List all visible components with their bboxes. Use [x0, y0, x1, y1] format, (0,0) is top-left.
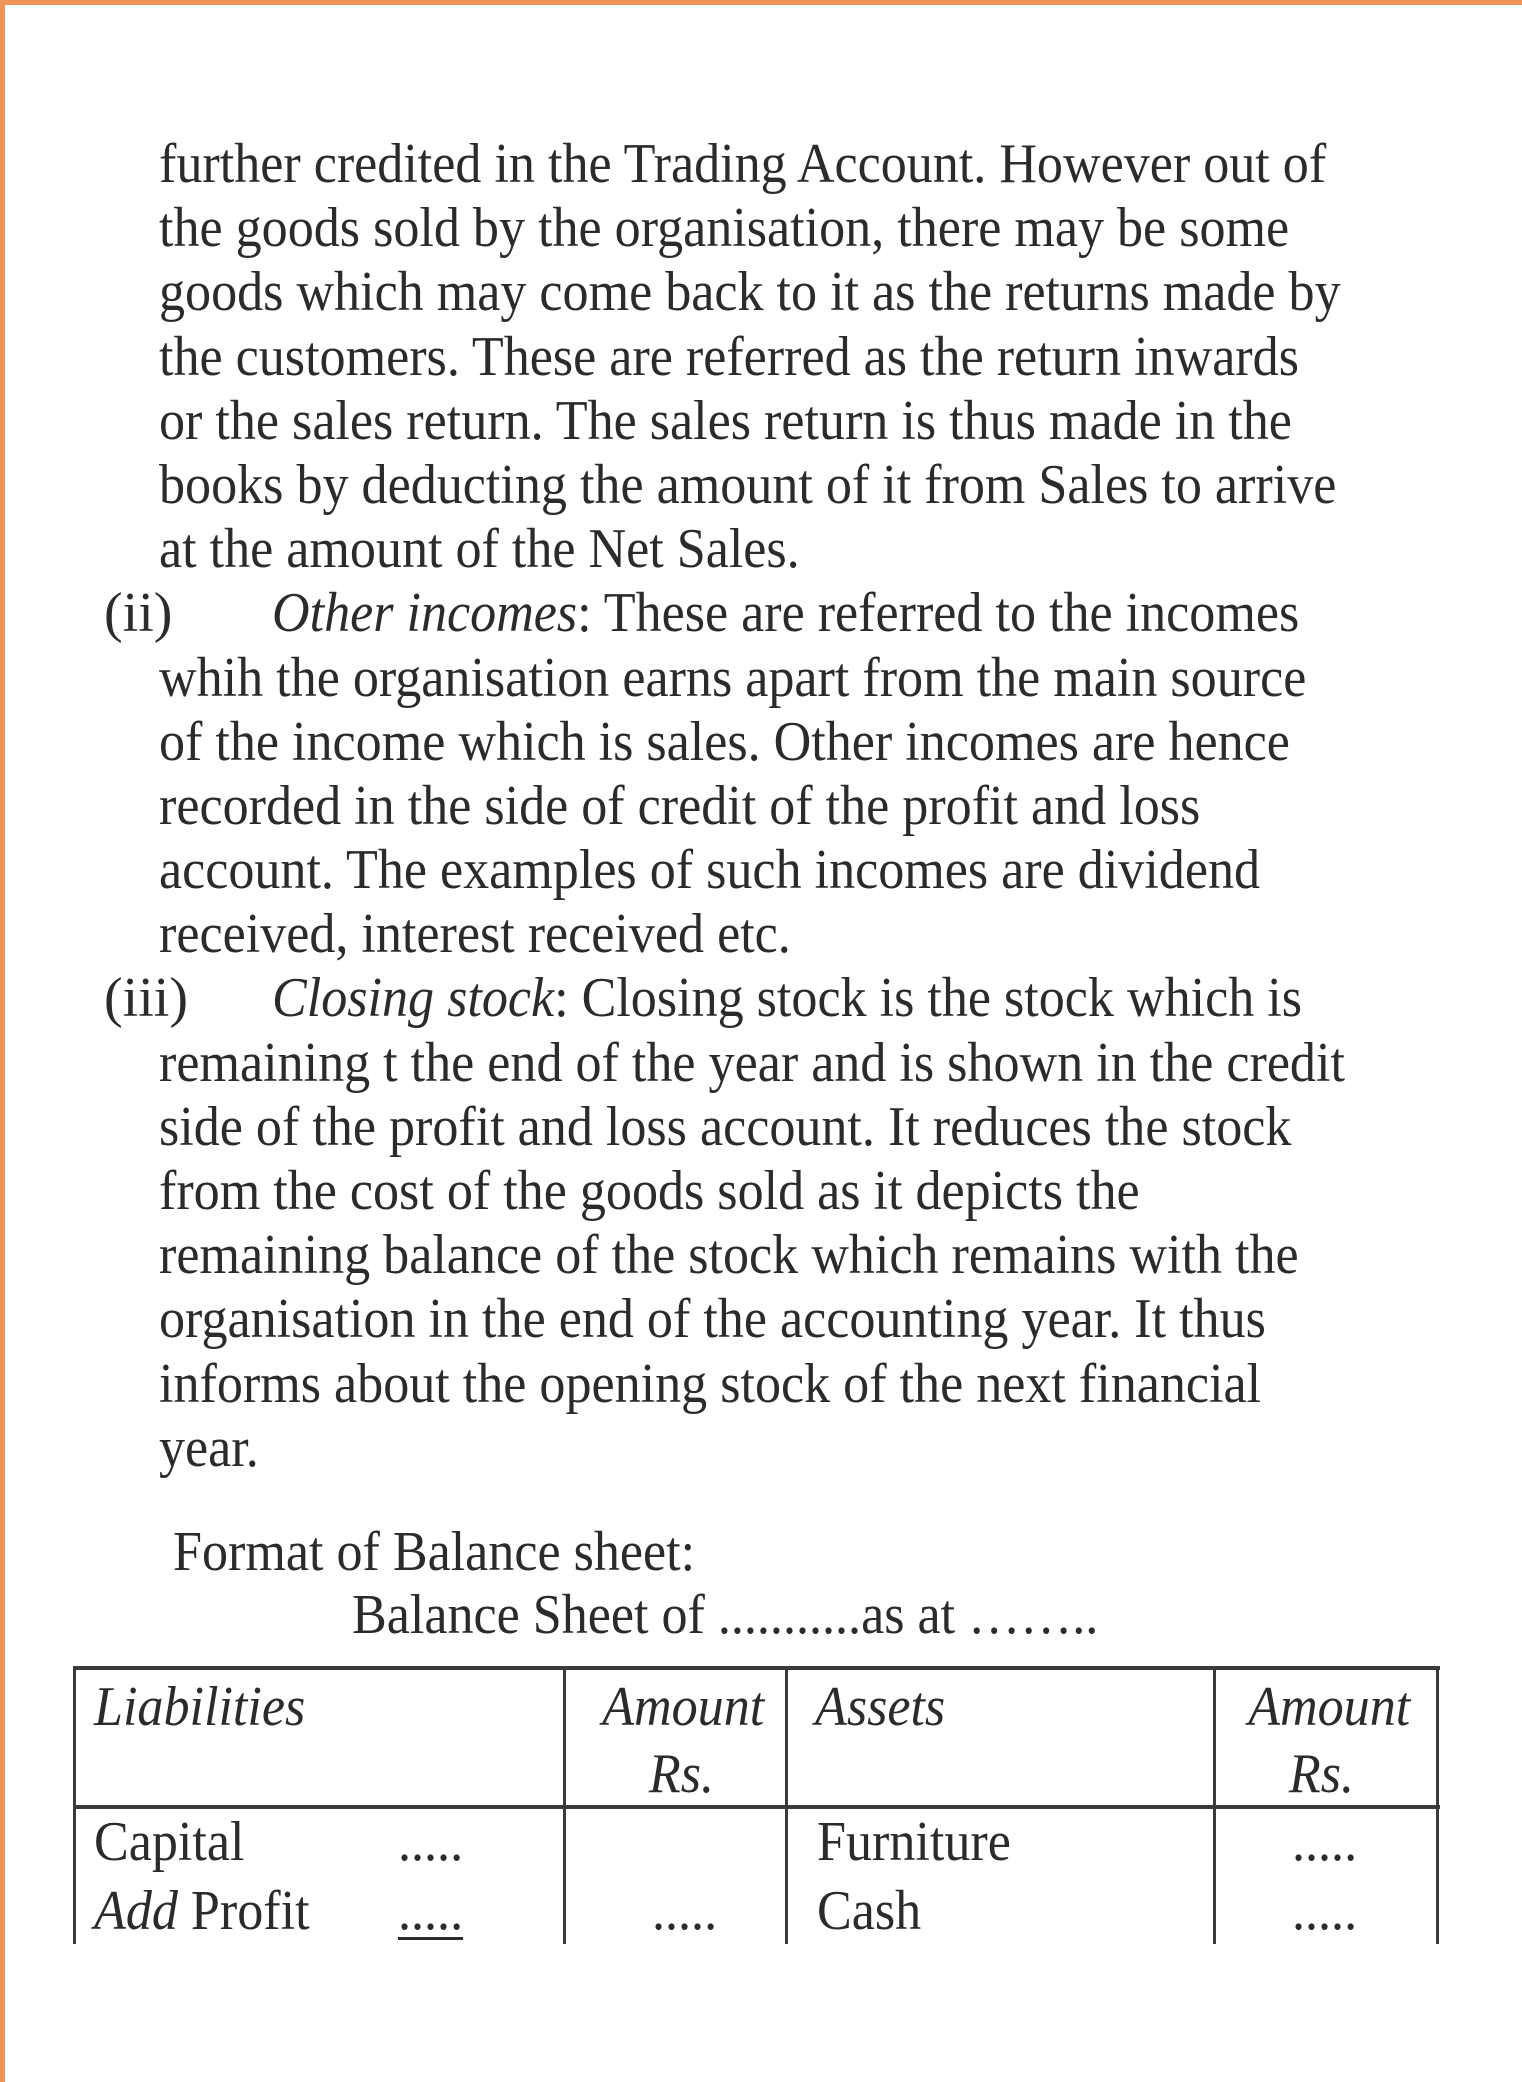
profit-text: Profit [177, 1880, 310, 1942]
text-line [0, 1095, 1522, 1159]
line-text: received, interest received etc. [159, 903, 791, 966]
line-text: books by deducting the amount of it from Sales to arrive [159, 453, 1337, 516]
list-item-heading: Closing stock [272, 967, 555, 1030]
list-item-label: (ii) [104, 582, 173, 645]
column-border [785, 1666, 788, 1944]
line-text: whih the organisation earns apart from the main source [159, 646, 1307, 709]
text-line [0, 1031, 1522, 1095]
format-heading: Format of Balance sheet: [173, 1521, 696, 1583]
text-line [0, 646, 1522, 710]
text-line [0, 1416, 1522, 1480]
line-text: goods which may come back to it as the returns made by [159, 261, 1341, 324]
header-amount-1: Amount [601, 1676, 764, 1738]
line-text: side of the profit and loss account. It reduces the stock [159, 1095, 1292, 1158]
list-item-label: (iii) [104, 967, 188, 1030]
header-assets: Assets [815, 1676, 946, 1738]
text-line [0, 710, 1522, 774]
text-line [0, 132, 1522, 196]
text-line [0, 838, 1522, 902]
header-rs-1: Rs. [648, 1743, 714, 1805]
column-border [1436, 1666, 1439, 1944]
row-capital-dots: ..... [398, 1811, 464, 1873]
line-text: from the cost of the goods sold as it depicts the [159, 1160, 1140, 1222]
text-line [0, 325, 1522, 389]
line-text: year. [159, 1416, 259, 1479]
list-item-text: : These are referred to the incomes [577, 582, 1300, 645]
list-item-first-line [0, 581, 1522, 645]
header-separator [74, 1805, 1440, 1809]
row-add-profit-amount: ..... [652, 1880, 718, 1942]
row-cash-amount: ..... [1292, 1880, 1358, 1942]
list-item-heading-line [272, 581, 1299, 645]
text-line [0, 260, 1522, 324]
row-cash-label: Cash [817, 1880, 922, 1942]
line-text: remaining balance of the stock which remains with the [159, 1224, 1299, 1287]
body-text [0, 132, 1522, 1480]
list-item-text: : Closing stock is the stock which is [554, 967, 1303, 1030]
line-text: or the sales return. The sales return is thus made in the [159, 389, 1292, 452]
list-item-heading: Other incomes [272, 582, 578, 645]
list-item-first-line [0, 966, 1522, 1030]
text-line [0, 517, 1522, 581]
text-line [0, 774, 1522, 838]
text-line [0, 196, 1522, 260]
text-line [0, 1352, 1522, 1416]
header-amount-2: Amount [1247, 1676, 1410, 1738]
line-text: of the income which is sales. Other incomes are hence [159, 710, 1290, 773]
line-text: recorded in the side of credit of the profit and loss [159, 774, 1201, 837]
row-furniture-amount: ..... [1292, 1811, 1358, 1873]
line-text: informs about the opening stock of the next financial [159, 1352, 1262, 1415]
column-border [563, 1666, 566, 1944]
text-line [0, 1159, 1522, 1223]
column-border [73, 1666, 76, 1944]
line-text: remaining t the end of the year and is shown in the credit [159, 1031, 1345, 1094]
column-border [1213, 1666, 1216, 1944]
row-capital-label: Capital [94, 1811, 245, 1873]
text-line [0, 1287, 1522, 1351]
line-text: further credited in the Trading Account. However out of [159, 133, 1327, 195]
header-rs-2: Rs. [1288, 1743, 1354, 1805]
row-furniture-label: Furniture [817, 1811, 1011, 1873]
line-text: the customers. These are referred as the return inwards [159, 325, 1299, 388]
table-title: Balance Sheet of ...........as at …….. [352, 1584, 1099, 1646]
line-text: at the amount of the Net Sales. [159, 518, 800, 581]
line-text: account. The examples of such incomes are dividend [159, 839, 1261, 902]
text-line [0, 453, 1522, 517]
list-item-heading-line [272, 966, 1302, 1030]
line-text: organisation in the end of the accounting year. It thus [159, 1288, 1266, 1351]
row-add-profit-label [94, 1879, 310, 1943]
header-liabilities: Liabilities [94, 1676, 306, 1738]
text-line [0, 389, 1522, 453]
row-add-profit-dots: ..... [398, 1880, 464, 1942]
add-prefix: Add [94, 1880, 178, 1942]
line-text: the goods sold by the organisation, there may be some [159, 197, 1290, 260]
text-line [0, 902, 1522, 966]
text-line [0, 1223, 1522, 1287]
table-top-border [74, 1666, 1440, 1670]
